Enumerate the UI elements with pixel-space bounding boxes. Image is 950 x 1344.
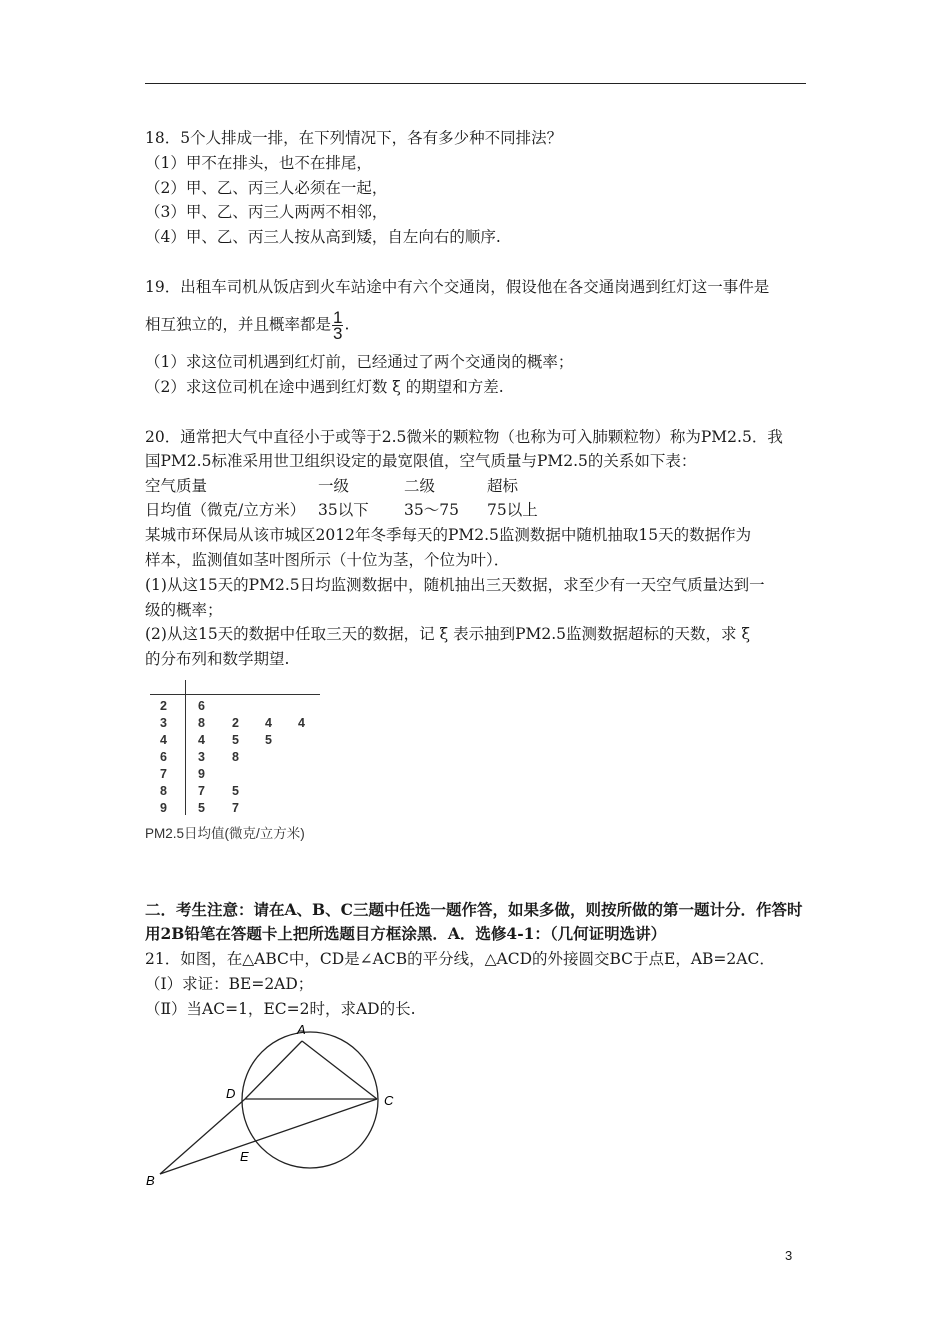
circumcircle — [242, 1032, 378, 1168]
leaf-value: 7 — [198, 784, 205, 798]
aq-header-level1: 一级 — [318, 477, 350, 495]
page-number: 3 — [785, 1248, 793, 1263]
segment-bc — [160, 1099, 377, 1174]
stem-value: 9 — [160, 801, 167, 815]
stem-value: 2 — [160, 699, 167, 713]
header-rule — [145, 83, 806, 84]
q18-item-3: （3）甲、乙、丙三人两两不相邻， — [145, 203, 388, 221]
stem-value: 8 — [160, 784, 167, 798]
fraction-denominator: 3 — [333, 324, 343, 343]
leaf-value: 3 — [198, 750, 205, 764]
q20-part2-b: 的分布列和数学期望. — [145, 650, 290, 668]
q21-item-1: （Ⅰ）求证：BE=2AD； — [145, 975, 314, 993]
q19-line1: 19．出租车司机从饭店到火车站途中有六个交通岗，假设他在各交通岗遇到红灯这一事件是 — [145, 278, 770, 296]
leaf-value: 4 — [298, 716, 305, 730]
q20-line3: 某城市环保局从该市城区2012年冬季每天的PM2.5监测数据中随机抽取15天的数据作为 — [145, 526, 752, 544]
q19-line2-post: . — [344, 315, 350, 334]
leaf-value: 7 — [232, 801, 239, 815]
fraction-numerator: 1 — [333, 308, 343, 327]
q20-part1-a: (1)从这15天的PM2.5日均监测数据中，随机抽出三天数据，求至少有一天空气质量达到一 — [145, 576, 765, 594]
leaf-value: 5 — [265, 733, 272, 747]
label-a: A — [297, 1022, 306, 1037]
aq-value-exceed: 75以上 — [487, 501, 538, 519]
stem-value: 7 — [160, 767, 167, 781]
stem-value: 3 — [160, 716, 167, 730]
segment-ac — [302, 1041, 377, 1099]
leaf-value: 5 — [198, 801, 205, 815]
leaf-value: 8 — [232, 750, 239, 764]
section2-line2: 用2B铅笔在答题卡上把所选题目方框涂黑．A．选修4-1：（几何证明选讲） — [145, 924, 667, 943]
aq-value-level1: 35以下 — [318, 501, 369, 519]
leaf-value: 8 — [198, 716, 205, 730]
leaf-value: 5 — [232, 733, 239, 747]
aq-value-label: 日均值（微克/立方米） — [145, 501, 306, 519]
stem-leaf-plot — [150, 680, 325, 815]
stem-leaf-caption: PM2.5日均值(微克/立方米) — [145, 826, 305, 841]
q18-item-1: （1）甲不在排头，也不在排尾， — [145, 154, 372, 172]
leaf-value: 4 — [198, 733, 205, 747]
q19-line2 — [145, 310, 349, 341]
segment-ad — [245, 1041, 302, 1099]
q18-item-2: （2）甲、乙、丙三人必须在一起， — [145, 179, 388, 197]
label-c: C — [384, 1093, 394, 1108]
label-b: B — [146, 1173, 155, 1188]
aq-value-level2: 35～75 — [404, 501, 459, 519]
aq-header-level2: 二级 — [404, 477, 436, 495]
q18-item-4: （4）甲、乙、丙三人按从高到矮，自左向右的顺序. — [145, 228, 501, 246]
label-e: E — [240, 1149, 249, 1164]
leaf-value: 6 — [198, 699, 205, 713]
leaf-value: 4 — [265, 716, 272, 730]
q19-line2-pre: 相互独立的，并且概率都是 — [145, 315, 332, 334]
q20-part2-a: (2)从这15天的数据中任取三天的数据，记 ξ 表示抽到PM2.5监测数据超标的天数，求 ξ — [145, 625, 750, 643]
q21-stem: 21．如图，在△ABC中，CD是∠ACB的平分线，△ACD的外接圆交BC于点E，AB=2AC． — [145, 950, 775, 968]
stem-leaf-divider-vertical — [185, 680, 186, 815]
q18-stem: 18．5个人排成一排，在下列情况下，各有多少种不同排法？ — [145, 129, 563, 147]
stem-value: 4 — [160, 733, 167, 747]
q19-item-1: （1）求这位司机遇到红灯前，已经通过了两个交通岗的概率； — [145, 353, 574, 371]
q20-line4: 样本，监测值如茎叶图所示（十位为茎，个位为叶）． — [145, 551, 510, 569]
aq-header-exceed: 超标 — [487, 477, 519, 495]
q20-line1: 20．通常把大气中直径小于或等于2.5微米的颗粒物（也称为可入肺颗粒物）称为PM2.5．我 — [145, 428, 783, 446]
q20-part1-b: 级的概率； — [145, 601, 223, 619]
geometry-figure — [140, 1020, 410, 1195]
q19-item-2: （2）求这位司机在途中遇到红灯数 ξ 的期望和方差. — [145, 378, 504, 396]
stem-leaf-divider-horizontal — [150, 694, 320, 695]
aq-header-quality: 空气质量 — [145, 477, 208, 495]
label-d: D — [226, 1086, 236, 1101]
q21-item-2: （Ⅱ）当AC=1，EC=2时，求AD的长. — [145, 1000, 416, 1018]
leaf-value: 5 — [232, 784, 239, 798]
leaf-value: 9 — [198, 767, 205, 781]
fraction-one-third — [332, 310, 343, 341]
stem-value: 6 — [160, 750, 167, 764]
q20-line2: 国PM2.5标准采用世卫组织设定的最宽限值，空气质量与PM2.5的关系如下表： — [145, 452, 697, 470]
segment-bd — [160, 1099, 245, 1174]
section2-line1: 二．考生注意：请在A、B、C三题中任选一题作答，如果多做，则按所做的第一题计分．作答时 — [145, 900, 803, 919]
leaf-value: 2 — [232, 716, 239, 730]
